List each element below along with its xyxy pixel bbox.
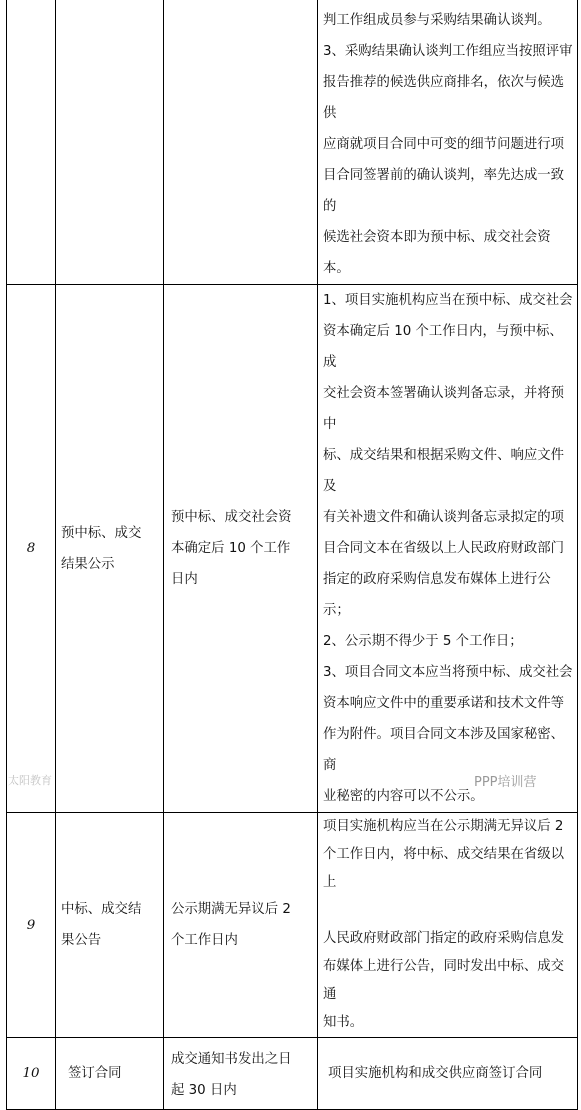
- stage-text: 中标、成交结 果公告: [61, 902, 142, 948]
- time-limit-cell: [164, 285, 318, 813]
- description-text: 判工作组成员参与采购结果确认谈判。 3、采购结果确认谈判工作组应当按照评审 报告推荐的候选供应商排名，依次与候选供 应商就项目合同中可变的细节问题进行项 目合同签署前的确认谈判，率先达成一致的 候选社会资本即为预中标、成交社会资本。: [323, 13, 573, 276]
- table-row: [7, 1038, 578, 1110]
- row-number: 9: [26, 917, 36, 933]
- stage-cell: [56, 813, 164, 1038]
- description-cell: [318, 285, 578, 813]
- procurement-table: [6, 0, 578, 1110]
- time-limit-text: 预中标、成交社会资 本确定后 10 个工作 日内: [171, 510, 292, 587]
- table-row: [7, 813, 578, 1038]
- watermark-logo: 太阳教育: [8, 774, 52, 787]
- stage-text: 签订合同: [68, 1066, 122, 1081]
- description-cell: [318, 0, 578, 285]
- description-cell: [318, 813, 578, 1038]
- row-number: 8: [26, 541, 36, 556]
- table-row: [7, 0, 578, 285]
- row-number-cell: [7, 285, 56, 813]
- time-limit-cell: [164, 813, 318, 1038]
- description-text: 项目实施机构和成交供应商签订合同: [328, 1066, 543, 1081]
- time-limit-text: 成交通知书发出之日 起 30 日内: [171, 1052, 292, 1098]
- time-limit-text: 公示期满无异议后 2 个工作日内: [171, 902, 291, 948]
- time-limit-cell: [164, 1038, 318, 1110]
- description-cell: [318, 1038, 578, 1110]
- description-text: 项目实施机构应当在公示期满无异议后 2 个工作日内，将中标、成交结果在省级以上 人民政府财政部门指定的政府采购信息发 布媒体上进行公告，同时发出中标、成交通 知书。: [323, 819, 565, 1030]
- row-number-cell: [7, 0, 56, 285]
- stage-cell: [56, 0, 164, 285]
- table-row: [7, 285, 578, 813]
- row-number: 10: [22, 1066, 40, 1081]
- time-limit-cell: [164, 0, 318, 285]
- stage-text: 预中标、成交 结果公示: [61, 525, 142, 572]
- row-number-cell: [7, 813, 56, 1038]
- watermark-text: PPP培训营: [474, 775, 537, 790]
- stage-cell: [56, 285, 164, 813]
- row-number-cell: [7, 1038, 56, 1110]
- description-text: 1、项目实施机构应当在预中标、成交社会 资本确定后 10 个工作日内，与预中标、成 交社会资本签署确认谈判备忘录，并将预中 标、成交结果和根据采购文件、响应文件及 有关补遗文件和确认谈判备忘录拟定的项 目合同文本在省级以上人民政府财政部门 指定的政府采购信息发布媒体上进行公示； 2、公示期不得少于 5 个工作日； 3、项目合同文本应当将预中标、成交社会 资本响应文件中的重要承诺和技术文件等 作为附件。项目合同文本涉及国家秘密、商 业秘密的内容可以不公示。: [323, 293, 573, 804]
- stage-cell: [56, 1038, 164, 1110]
